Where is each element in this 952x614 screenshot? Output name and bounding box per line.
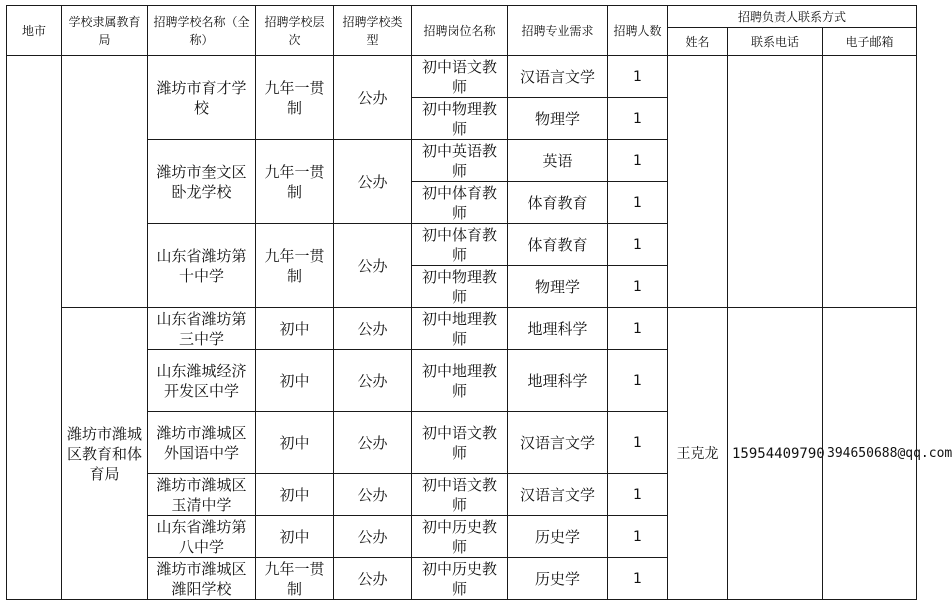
school-type-cell: 公办 [334, 140, 412, 224]
major-cell: 体育教育 [508, 182, 608, 224]
major-cell: 汉语言文学 [508, 412, 608, 474]
position-cell: 初中语文教师 [412, 56, 508, 98]
school-type-cell: 公办 [334, 474, 412, 516]
major-cell: 英语 [508, 140, 608, 182]
school-name-cell: 潍坊市奎文区卧龙学校 [148, 140, 256, 224]
position-cell: 初中地理教师 [412, 308, 508, 350]
header-contact-group: 招聘负责人联系方式 [668, 6, 917, 28]
bureau-cell-weicheng: 潍坊市潍城区教育和体育局 [62, 308, 148, 600]
contact-email: 394650688@qq.com [823, 308, 917, 600]
count-cell: 1 [608, 224, 668, 266]
count-cell: 1 [608, 182, 668, 224]
count-cell: 1 [608, 140, 668, 182]
header-count: 招聘人数 [608, 6, 668, 56]
position-cell: 初中历史教师 [412, 558, 508, 600]
recruitment-table [6, 5, 952, 600]
major-cell: 地理科学 [508, 308, 608, 350]
school-type-cell: 公办 [334, 224, 412, 308]
header-major: 招聘专业需求 [508, 6, 608, 56]
position-cell: 初中物理教师 [412, 266, 508, 308]
school-type-cell: 公办 [334, 56, 412, 140]
count-cell: 1 [608, 266, 668, 308]
count-cell: 1 [608, 516, 668, 558]
position-cell: 初中体育教师 [412, 224, 508, 266]
contact-email-cell-empty [823, 56, 917, 308]
school-name-cell: 潍坊市潍城区外国语中学 [148, 412, 256, 474]
header-row-1 [7, 6, 917, 28]
school-level-cell: 初中 [256, 350, 334, 412]
school-level-cell: 九年一贯制 [256, 140, 334, 224]
school-name-cell: 山东省潍坊第十中学 [148, 224, 256, 308]
header-school-name: 招聘学校名称（全称） [148, 6, 256, 56]
position-cell: 初中物理教师 [412, 98, 508, 140]
school-name-cell: 潍坊市潍城区潍阳学校 [148, 558, 256, 600]
position-cell: 初中语文教师 [412, 474, 508, 516]
major-cell: 物理学 [508, 266, 608, 308]
school-type-cell: 公办 [334, 516, 412, 558]
header-contact-phone: 联系电话 [728, 28, 823, 56]
school-level-cell: 九年一贯制 [256, 558, 334, 600]
contact-phone: 15954409790 [728, 308, 823, 600]
school-name-cell: 山东潍城经济开发区中学 [148, 350, 256, 412]
school-type-cell: 公办 [334, 558, 412, 600]
position-cell: 初中体育教师 [412, 182, 508, 224]
count-cell: 1 [608, 474, 668, 516]
school-name-cell: 山东省潍坊第三中学 [148, 308, 256, 350]
contact-name-cell-empty [668, 56, 728, 308]
school-level-cell: 九年一贯制 [256, 56, 334, 140]
city-cell [7, 56, 62, 600]
header-school-type: 招聘学校类型 [334, 6, 412, 56]
table-row [7, 56, 917, 98]
table-row [7, 308, 917, 350]
school-type-cell: 公办 [334, 350, 412, 412]
school-level-cell: 初中 [256, 308, 334, 350]
major-cell: 汉语言文学 [508, 56, 608, 98]
school-name-cell: 山东省潍坊第八中学 [148, 516, 256, 558]
position-cell: 初中地理教师 [412, 350, 508, 412]
header-position: 招聘岗位名称 [412, 6, 508, 56]
header-contact-name: 姓名 [668, 28, 728, 56]
major-cell: 物理学 [508, 98, 608, 140]
school-name-cell: 潍坊市潍城区玉清中学 [148, 474, 256, 516]
count-cell: 1 [608, 308, 668, 350]
position-cell: 初中英语教师 [412, 140, 508, 182]
school-level-cell: 初中 [256, 516, 334, 558]
count-cell: 1 [608, 350, 668, 412]
contact-name: 王克龙 [668, 308, 728, 600]
school-type-cell: 公办 [334, 412, 412, 474]
major-cell: 体育教育 [508, 224, 608, 266]
header-bureau: 学校隶属教育局 [62, 6, 148, 56]
count-cell: 1 [608, 412, 668, 474]
major-cell: 历史学 [508, 558, 608, 600]
school-type-cell: 公办 [334, 308, 412, 350]
count-cell: 1 [608, 56, 668, 98]
school-level-cell: 初中 [256, 474, 334, 516]
bureau-cell-1 [62, 56, 148, 308]
header-city: 地市 [7, 6, 62, 56]
count-cell: 1 [608, 98, 668, 140]
count-cell: 1 [608, 558, 668, 600]
major-cell: 汉语言文学 [508, 474, 608, 516]
contact-phone-cell-empty [728, 56, 823, 308]
header-contact-email: 电子邮箱 [823, 28, 917, 56]
school-level-cell: 九年一贯制 [256, 224, 334, 308]
header-school-level: 招聘学校层次 [256, 6, 334, 56]
position-cell: 初中语文教师 [412, 412, 508, 474]
position-cell: 初中历史教师 [412, 516, 508, 558]
major-cell: 历史学 [508, 516, 608, 558]
major-cell: 地理科学 [508, 350, 608, 412]
school-level-cell: 初中 [256, 412, 334, 474]
school-name-cell: 潍坊市育才学校 [148, 56, 256, 140]
